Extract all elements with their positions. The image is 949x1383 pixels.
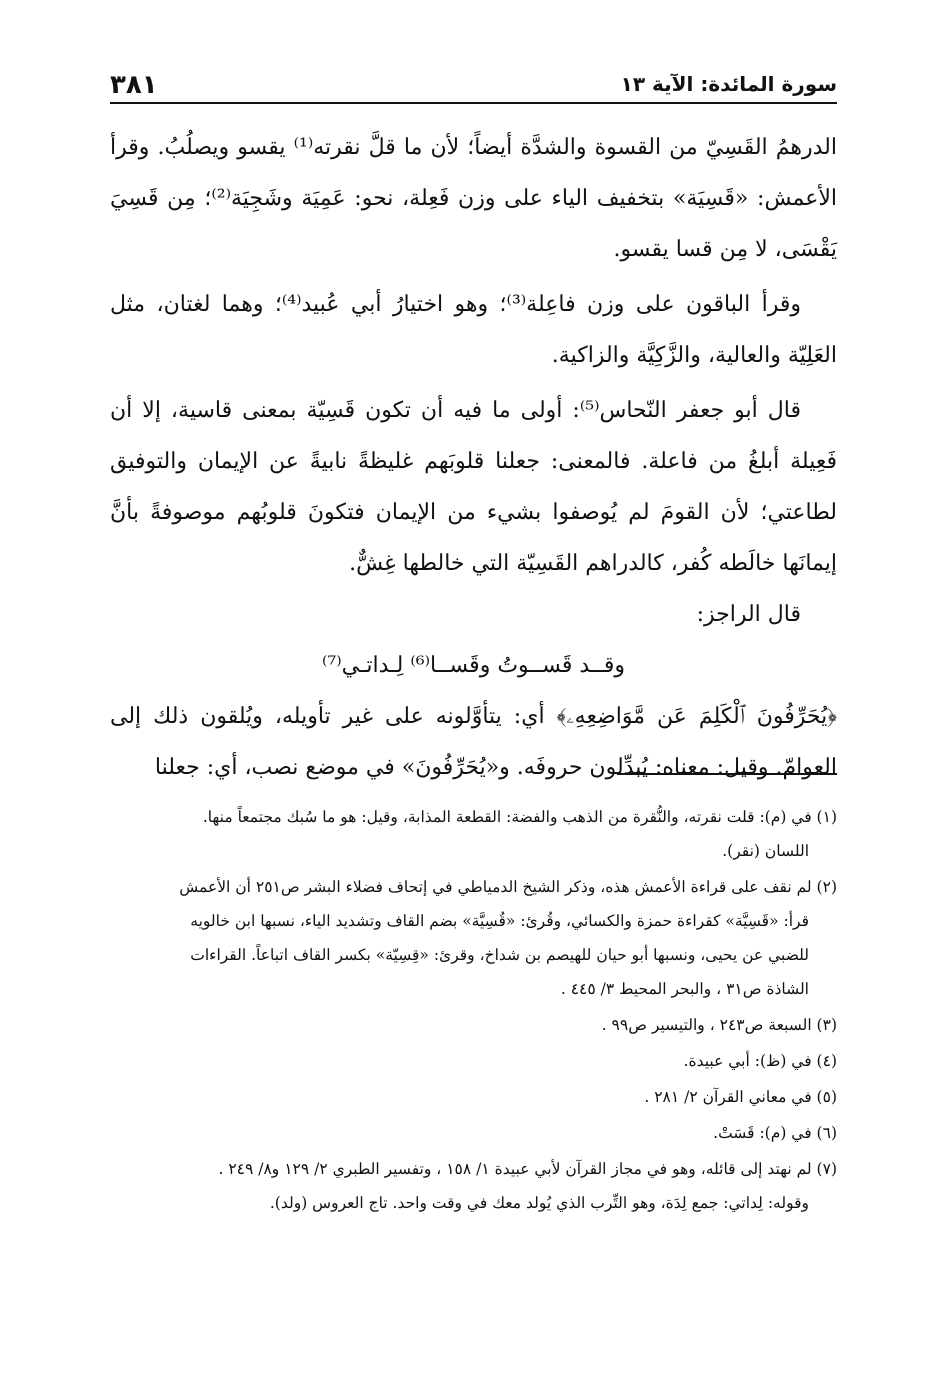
paragraph-3: قال أبو جعفر النّحاس⁽⁵⁾: أولى ما فيه أن تكون قَسِيّة بمعنى قاسية، إلا أن فَعِيلة أبلغُ من فاعلة. فالمعنى: جعلنا قلوبَهم غليظةً نابيةً عن الإيمان والتوفيق لطاعتي؛ لأن القومَ لم يُوصفوا بشيء من الإيمان فتكونَ قلوبُهم موصوفةً بأنَّ إيمانَها خالَطه كُفر، كالدراهم القَسِيّة التي خالطها غِشٌّ.: [110, 398, 837, 576]
paragraph-1: الدرهمُ القَسِيّ من القسوة والشدَّة أيضاً؛ لأن ما قلَّ نقرته⁽¹⁾ يقسو ويصلُبُ. وقرأ الأعمش: «قَسِيَة» بتخفيف الياء على وزن فَعِلة، نحو: عَمِيَة وشَجِيَة⁽²⁾؛ مِن قَسِيَ يَقْسَى، لا مِن قسا يقسو.: [110, 135, 837, 262]
paragraph-2: وقرأ الباقون على وزن فاعِلة⁽³⁾؛ وهو اختيارُ أبي عُبيد⁽⁴⁾؛ وهما لغتان، مثل العَلِيّة والعالية، والزَّكِيَّة والزاكية.: [110, 292, 837, 368]
footnote-7: [92, 1152, 837, 1220]
footnote-2-line-2: قرأ: «قَسِيَّة» كقراءة حمزة والكسائي، وقُرئ: «قُسِيَّة» بضم القاف وتشديد الياء، نسبها ابن خالويه: [190, 912, 809, 930]
paragraph-5: ﴿يُحَرِّفُونَ ٱلْكَلِمَ عَن مَّوَاضِعِهِۦ﴾ أي: يتأوَّلونه على غير تأويله، ويُلقون ذلك إلى العوامّ. وقيل: معناه: يُبدِّلون حروفَه. و«يُحَرِّفُونَ» في موضع نصب، أي: جعلنا: [110, 704, 837, 780]
footnote-2-line-4: الشاذة ص٣١ ، والبحر المحيط ٣/ ٤٤٥ .: [560, 980, 809, 998]
footnote-6: (٦) في (م): قَسَتْ.: [713, 1124, 837, 1142]
footnote-2-line-1: (٢) لم نقف على قراءة الأعمش هذه، وذكر الشيخ الدمياطي في إتحاف فضلاء البشر ص٢٥١ أن الأعمش: [179, 878, 837, 896]
footnote-4: (٤) في (ظ): أبي عبيدة.: [683, 1052, 837, 1070]
running-head: سورة المائدة: الآية ١٣: [620, 72, 837, 96]
footnote-3: (٣) السبعة ص٢٤٣ ، والتيسير ص٩٩ .: [601, 1016, 837, 1034]
footnote-2-line-3: للضبي عن يحيى، ونسبها أبو حيان للهيصم بن شداخ، وقرئ: «قِسِيّة» بكسر القاف اتباعاً. القراءات: [190, 946, 809, 964]
footnote-separator: [617, 773, 837, 775]
footnote-2: [92, 870, 837, 1006]
footnote-7-line-2: وقوله: لِداتي: جمع لِدَة، وهو التِّرب الذي يُولد معك في وقت واحد. تاج العروس (ولد).: [269, 1194, 809, 1212]
footnote-7-line-1: (٧) لم نهتد إلى قائله، وهو في مجاز القرآن لأبي عبيدة ١/ ١٥٨ ، وتفسير الطبري ٢/ ١٢٩ و٨/ ٢٤٩ .: [218, 1160, 837, 1178]
footnotes: [92, 800, 837, 1222]
footnote-1-line-1: (١) في (م): قلت نقرته، والنُّقرة من الذهب والفضة: القطعة المذابة، وقيل: هو ما سُبك مجتمعاً منها.: [202, 808, 837, 826]
footnote-1: [92, 800, 837, 868]
footnote-5: (٥) في معاني القرآن ٢/ ٢٨١ .: [644, 1088, 837, 1106]
poetry-verse: وقــد قَســوتُ وقَســا⁽⁶⁾ لِـداتـي⁽⁷⁾: [321, 653, 626, 678]
page-number: ٣٨١: [110, 70, 158, 100]
paragraph-4: قال الراجز:: [696, 602, 801, 627]
footnote-1-line-2: اللسان (نقر).: [722, 842, 809, 860]
main-text: [110, 122, 837, 793]
page-header: [110, 62, 837, 104]
